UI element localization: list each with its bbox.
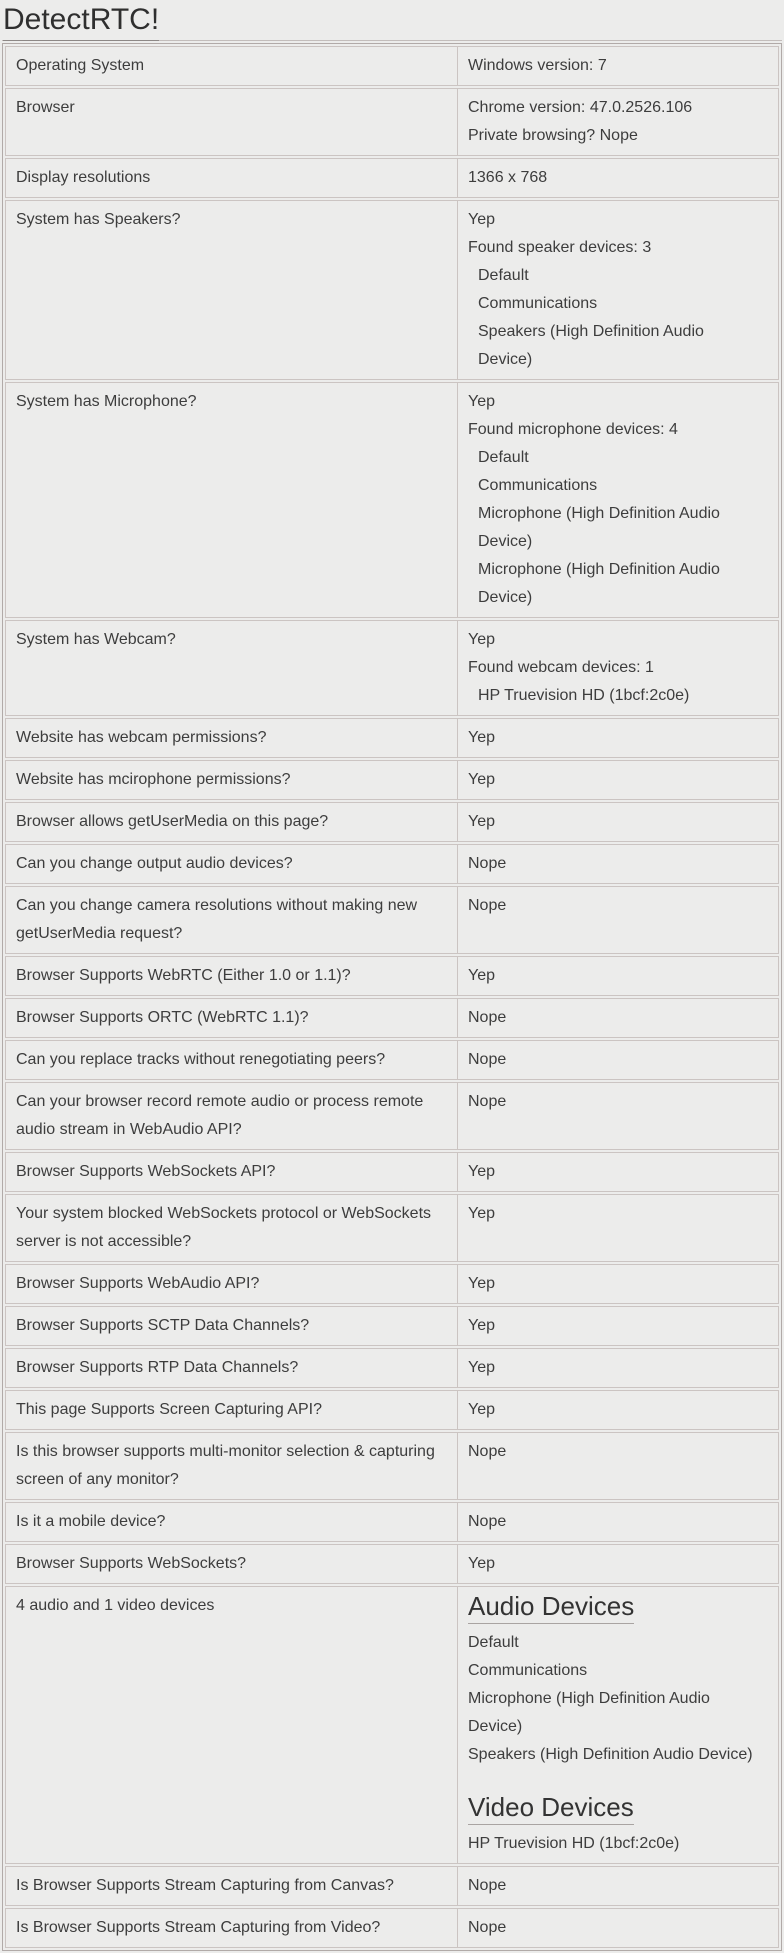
row-value <box>458 761 778 799</box>
value-line: 1366 x 768 <box>468 169 548 186</box>
detection-results-table <box>2 43 782 1951</box>
value-line: Yep <box>468 1401 495 1418</box>
value-line: Device) <box>478 589 533 606</box>
row-label: Browser Supports ORTC (WebRTC 1.1)? <box>6 999 458 1037</box>
table-row <box>5 718 779 758</box>
table-row <box>5 1586 779 1864</box>
row-label: Browser Supports WebSockets API? <box>6 1153 458 1191</box>
page-title <box>2 2 782 41</box>
value-line: Yep <box>468 813 495 830</box>
value-line: Yep <box>468 1163 495 1180</box>
value-line: Nope <box>468 1443 507 1460</box>
table-row <box>5 1348 779 1388</box>
row-value <box>458 999 778 1037</box>
row-label: Is Browser Supports Stream Capturing from Canvas? <box>6 1867 458 1905</box>
row-value <box>458 1433 778 1499</box>
value-line: Communications <box>478 477 598 494</box>
row-value <box>458 1909 778 1947</box>
row-label: Operating System <box>6 47 458 85</box>
row-value <box>458 1265 778 1303</box>
section-heading: Video Devices <box>468 1793 634 1825</box>
row-value <box>458 1867 778 1905</box>
row-value <box>458 1307 778 1345</box>
value-line: Found speaker devices: 3 <box>468 239 652 256</box>
row-label: Website has mcirophone permissions? <box>6 761 458 799</box>
value-line: Yep <box>468 1205 495 1222</box>
value-line: Device) <box>478 533 533 550</box>
row-label: Can you change output audio devices? <box>6 845 458 883</box>
row-label: Browser Supports WebRTC (Either 1.0 or 1.1)? <box>6 957 458 995</box>
row-label: Can your browser record remote audio or process remote audio stream in WebAudio API? <box>6 1083 458 1149</box>
row-label: Browser Supports WebAudio API? <box>6 1265 458 1303</box>
table-row <box>5 1866 779 1906</box>
table-row <box>5 1390 779 1430</box>
value-line: Yep <box>468 1275 495 1292</box>
row-value <box>458 201 778 379</box>
value-line: Yep <box>468 729 495 746</box>
value-line: Default <box>478 267 529 284</box>
value-line: Chrome version: 47.0.2526.106 <box>468 99 693 116</box>
row-value <box>458 1391 778 1429</box>
row-value <box>458 887 778 953</box>
value-line: Default <box>468 1634 519 1651</box>
value-line: Found webcam devices: 1 <box>468 659 654 676</box>
value-line: Default <box>478 449 529 466</box>
value-line: Found microphone devices: 4 <box>468 421 678 438</box>
value-line: Private browsing? Nope <box>468 127 638 144</box>
row-value <box>458 957 778 995</box>
table-row <box>5 998 779 1038</box>
value-line: Yep <box>468 771 495 788</box>
row-label: Browser Supports WebSockets? <box>6 1545 458 1583</box>
table-row <box>5 1502 779 1542</box>
value-line: Nope <box>468 1093 507 1110</box>
row-value <box>458 621 778 715</box>
row-value <box>458 1545 778 1583</box>
row-label: System has Speakers? <box>6 201 458 379</box>
table-row <box>5 46 779 86</box>
value-line: Yep <box>468 631 495 648</box>
value-spacer <box>468 1769 774 1793</box>
value-line: Yep <box>468 393 495 410</box>
row-value <box>458 1195 778 1261</box>
value-line: Microphone (High Definition Audio <box>468 1690 710 1707</box>
table-row <box>5 844 779 884</box>
row-value <box>458 1041 778 1079</box>
row-label: 4 audio and 1 video devices <box>6 1587 458 1863</box>
row-label: Is it a mobile device? <box>6 1503 458 1541</box>
value-line: Nope <box>468 1513 507 1530</box>
table-row <box>5 1082 779 1150</box>
value-line: Nope <box>468 1051 507 1068</box>
row-value <box>458 47 778 85</box>
row-label: Browser Supports SCTP Data Channels? <box>6 1307 458 1345</box>
row-value <box>458 719 778 757</box>
value-line: Nope <box>468 897 507 914</box>
value-line: Device) <box>468 1718 523 1735</box>
value-line: Yep <box>468 967 495 984</box>
value-line: Yep <box>468 211 495 228</box>
table-row <box>5 200 779 380</box>
row-value <box>458 1153 778 1191</box>
value-line: Microphone (High Definition Audio <box>478 505 720 522</box>
table-row <box>5 1908 779 1948</box>
row-value <box>458 1083 778 1149</box>
row-label: Browser allows getUserMedia on this page? <box>6 803 458 841</box>
value-line: Yep <box>468 1359 495 1376</box>
row-value <box>458 159 778 197</box>
table-row <box>5 88 779 156</box>
value-line: Communications <box>468 1662 588 1679</box>
value-line: HP Truevision HD (1bcf:2c0e) <box>468 1835 680 1852</box>
row-value <box>458 845 778 883</box>
section-heading: Audio Devices <box>468 1592 634 1624</box>
value-line: Nope <box>468 1919 507 1936</box>
value-line: Nope <box>468 855 507 872</box>
table-row <box>5 1432 779 1500</box>
row-label: Browser Supports RTP Data Channels? <box>6 1349 458 1387</box>
row-label: Is this browser supports multi-monitor selection & capturing screen of any monitor? <box>6 1433 458 1499</box>
row-label: Can you change camera resolutions without making new getUserMedia request? <box>6 887 458 953</box>
value-line: Speakers (High Definition Audio <box>478 323 704 340</box>
table-row <box>5 956 779 996</box>
table-row <box>5 1264 779 1304</box>
row-label: Can you replace tracks without renegotiating peers? <box>6 1041 458 1079</box>
row-value <box>458 383 778 617</box>
value-line: Device) <box>478 351 533 368</box>
row-label: System has Webcam? <box>6 621 458 715</box>
table-row <box>5 1306 779 1346</box>
table-row <box>5 760 779 800</box>
value-line: HP Truevision HD (1bcf:2c0e) <box>478 687 690 704</box>
table-row <box>5 382 779 618</box>
table-row <box>5 620 779 716</box>
row-label: Your system blocked WebSockets protocol or WebSockets server is not accessible? <box>6 1195 458 1261</box>
value-line: Speakers (High Definition Audio Device) <box>468 1746 753 1763</box>
value-line: Windows version: 7 <box>468 57 607 74</box>
row-value <box>458 1587 778 1863</box>
row-label: Browser <box>6 89 458 155</box>
row-value <box>458 803 778 841</box>
value-line: Nope <box>468 1877 507 1894</box>
table-row <box>5 1040 779 1080</box>
value-line: Nope <box>468 1009 507 1026</box>
table-row <box>5 1194 779 1262</box>
detectrtc-title-link[interactable]: DetectRTC! <box>3 4 159 41</box>
row-label: Display resolutions <box>6 159 458 197</box>
table-row <box>5 1152 779 1192</box>
table-row <box>5 886 779 954</box>
value-line: Communications <box>478 295 598 312</box>
table-row <box>5 158 779 198</box>
row-value <box>458 1349 778 1387</box>
row-label: This page Supports Screen Capturing API? <box>6 1391 458 1429</box>
row-value <box>458 1503 778 1541</box>
row-label: Website has webcam permissions? <box>6 719 458 757</box>
table-row <box>5 802 779 842</box>
value-line: Yep <box>468 1555 495 1572</box>
row-value <box>458 89 778 155</box>
value-line: Microphone (High Definition Audio <box>478 561 720 578</box>
value-line: Yep <box>468 1317 495 1334</box>
row-label: Is Browser Supports Stream Capturing from Video? <box>6 1909 458 1947</box>
row-label: System has Microphone? <box>6 383 458 617</box>
table-row <box>5 1544 779 1584</box>
